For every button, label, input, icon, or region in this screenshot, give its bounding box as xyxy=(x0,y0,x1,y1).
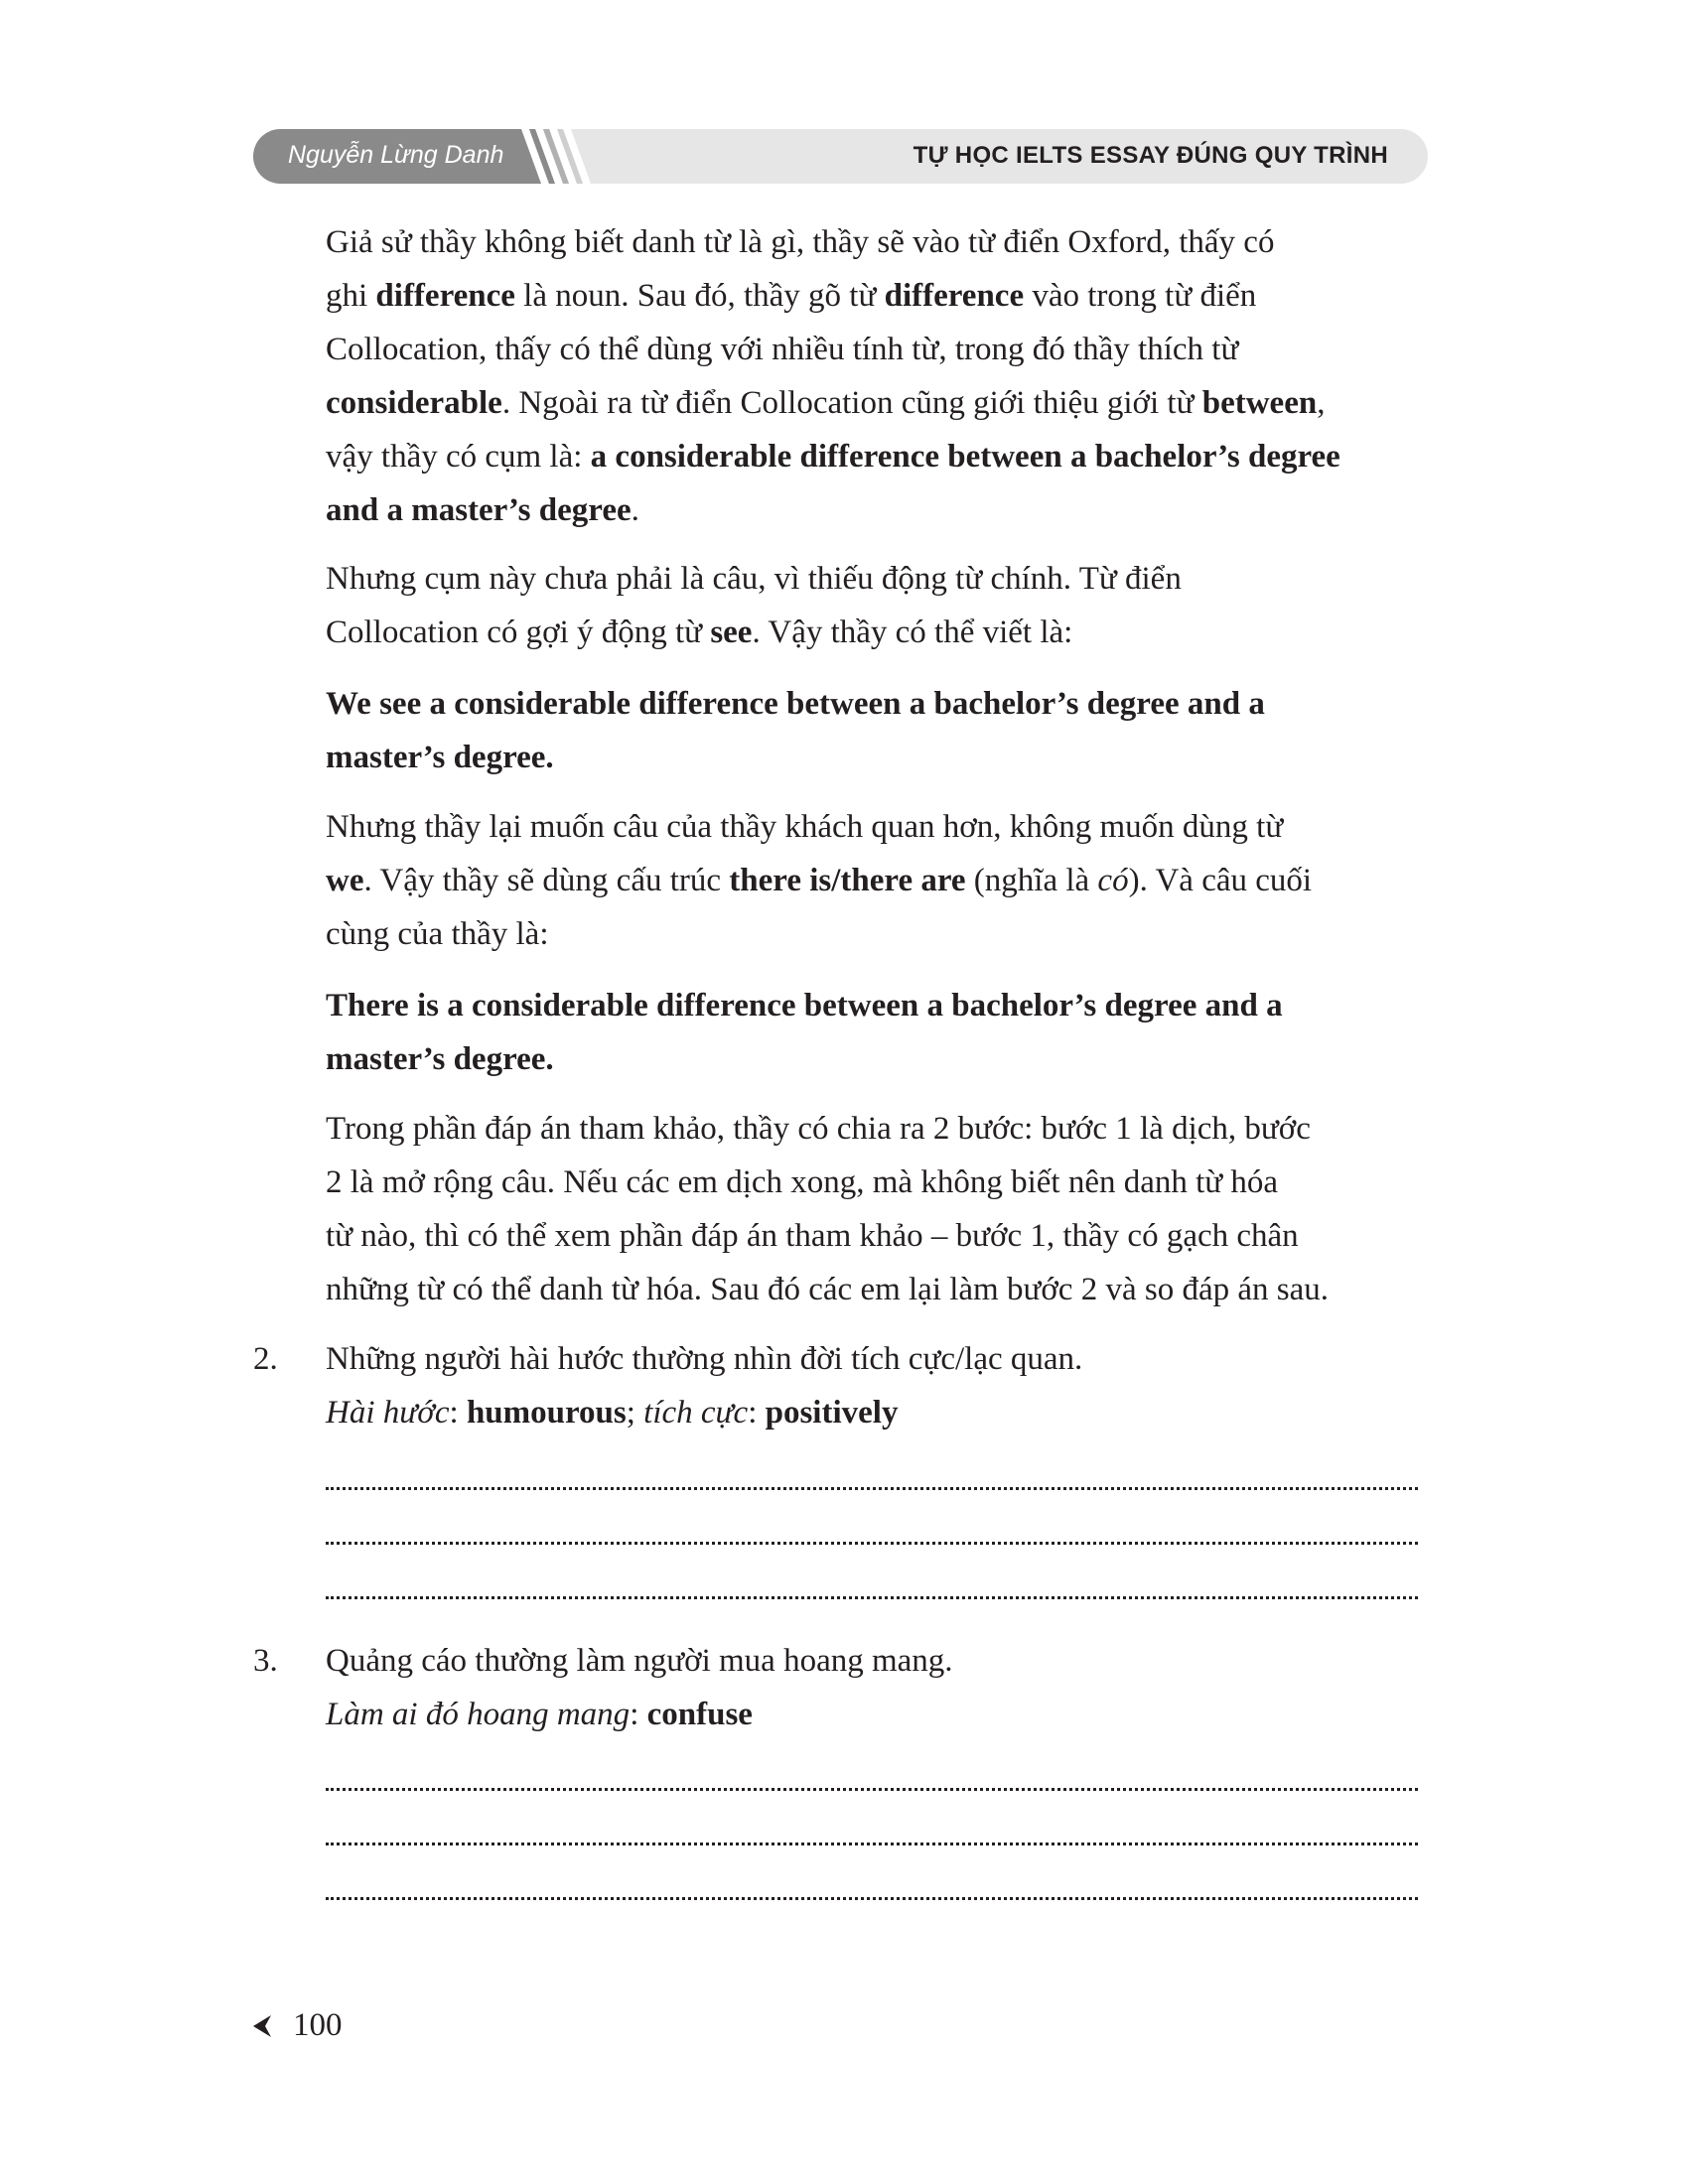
answer-line[interactable] xyxy=(326,1588,1418,1599)
paragraph-line: Trong phần đáp án tham khảo, thầy có chia ra 2 bước: bước 1 là dịch, bước xyxy=(326,1111,1311,1147)
header-stripes-decoration xyxy=(521,129,611,184)
paragraph-line: Nhưng cụm này chưa phải là câu, vì thiếu động từ chính. Từ điển xyxy=(326,561,1182,597)
paragraph-1 xyxy=(326,215,1428,537)
exercise-2 xyxy=(326,1332,1428,1439)
paragraph-line: and a master’s degree. xyxy=(326,492,639,528)
page-number: 100 xyxy=(293,2007,343,2043)
exercise-number: 3. xyxy=(253,1643,278,1679)
paragraph-line: we. Vậy thầy sẽ dùng cấu trúc there is/there are (nghĩa là có). Và câu cuối xyxy=(326,863,1313,898)
paragraph-line: Nhưng thầy lại muốn câu của thầy khách quan hơn, không muốn dùng từ xyxy=(326,809,1284,845)
answer-line[interactable] xyxy=(326,1889,1418,1900)
page-header xyxy=(253,129,1428,184)
answer-line[interactable] xyxy=(326,1534,1418,1545)
example-line: master’s degree. xyxy=(326,740,554,775)
paragraph-line: vậy thầy có cụm là: a considerable difference between a bachelor’s degree xyxy=(326,439,1340,475)
paragraph-2 xyxy=(326,552,1428,659)
paragraph-line: Collocation, thấy có thể dùng với nhiều tính từ, trong đó thầy thích từ xyxy=(326,332,1239,367)
paragraph-line: ghi difference là noun. Sau đó, thầy gõ từ difference vào trong từ điển xyxy=(326,278,1257,314)
header-author: Nguyễn Lừng Danh xyxy=(288,141,504,169)
header-title-bar xyxy=(566,129,1428,184)
paragraph-4 xyxy=(326,1102,1428,1316)
paragraph-line: từ nào, thì có thể xem phần đáp án tham khảo – bước 1, thầy có gạch chân xyxy=(326,1218,1299,1254)
paragraph-line: Collocation có gợi ý động từ see. Vậy thầy có thể viết là: xyxy=(326,614,1073,650)
exercise-hint: Hài hước: humourous; tích cực: positively xyxy=(326,1395,899,1431)
example-line: There is a considerable difference between a bachelor’s degree and a xyxy=(326,988,1283,1024)
paragraph-line: 2 là mở rộng câu. Nếu các em dịch xong, mà không biết nên danh từ hóa xyxy=(326,1164,1279,1200)
paragraph-line: Giả sử thầy không biết danh từ là gì, thầy sẽ vào từ điển Oxford, thấy có xyxy=(326,224,1275,260)
header-author-tab xyxy=(253,129,551,184)
example-sentence-2 xyxy=(326,979,1428,1086)
header-book-title: TỰ HỌC IELTS ESSAY ĐÚNG QUY TRÌNH xyxy=(913,142,1388,169)
answer-line[interactable] xyxy=(326,1479,1418,1490)
exercise-3 xyxy=(326,1634,1428,1741)
left-arrow-icon xyxy=(253,2015,271,2037)
paragraph-line: considerable. Ngoài ra từ điển Collocation cũng giới thiệu giới từ between, xyxy=(326,385,1326,421)
paragraph-3 xyxy=(326,800,1428,961)
answer-line[interactable] xyxy=(326,1780,1418,1791)
exercise-hint: Làm ai đó hoang mang: confuse xyxy=(326,1697,753,1732)
exercise-number: 2. xyxy=(253,1341,278,1377)
example-line: master’s degree. xyxy=(326,1041,554,1077)
answer-line[interactable] xyxy=(326,1835,1418,1845)
paragraph-line: những từ có thể danh từ hóa. Sau đó các em lại làm bước 2 và so đáp án sau. xyxy=(326,1272,1329,1307)
exercise-sentence: Những người hài hước thường nhìn đời tích cực/lạc quan. xyxy=(326,1341,1083,1377)
exercise-sentence: Quảng cáo thường làm người mua hoang mang. xyxy=(326,1643,953,1679)
paragraph-line: cùng của thầy là: xyxy=(326,916,549,952)
example-line: We see a considerable difference between a bachelor’s degree and a xyxy=(326,686,1265,722)
example-sentence-1 xyxy=(326,677,1428,784)
